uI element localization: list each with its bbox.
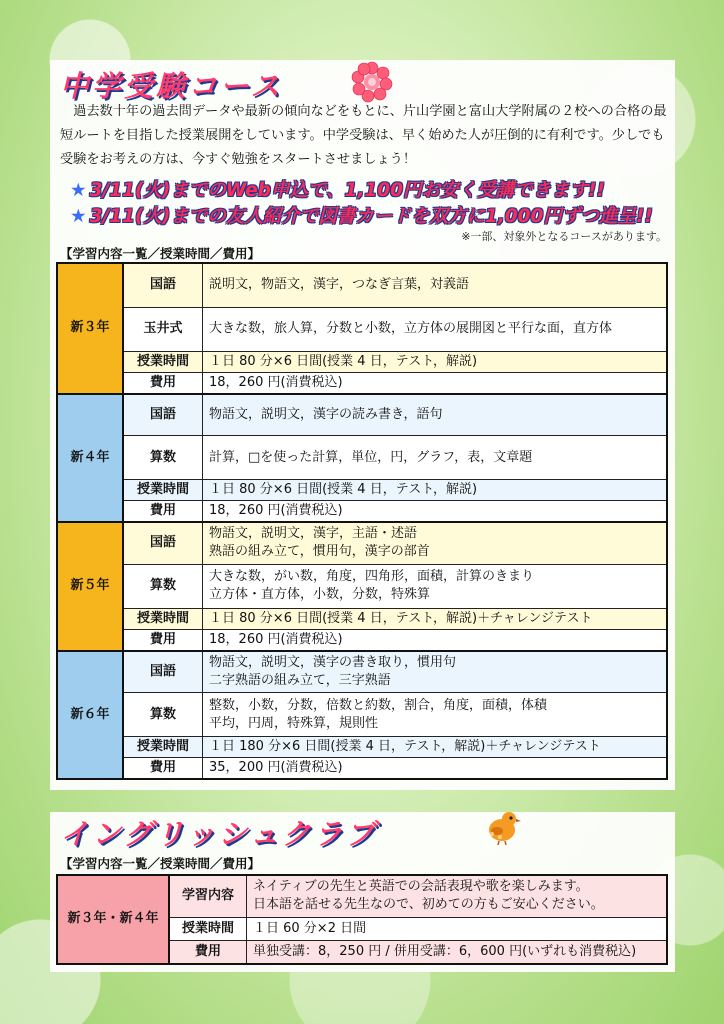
course-table <box>56 262 668 780</box>
content-value: ネイティブの先生と英語での会話表現や歌を楽しみます。 日本語を話せる先生なので、初めての方もご安心ください。 <box>247 875 668 917</box>
hours-label: 授業時間 <box>123 480 203 501</box>
bird-icon <box>482 806 522 846</box>
grade-5-block <box>57 522 667 651</box>
grade-label: 新４年 <box>57 394 123 523</box>
fee-label: 費用 <box>123 758 203 780</box>
fee-label: 費用 <box>123 501 203 523</box>
subject-name: 算数 <box>123 564 203 608</box>
subject-content: 整数，小数，分数，倍数と約数，割合，角度，面積，体積 平均，円周，特殊算，規則性 <box>203 693 668 737</box>
subject-content: 物語文，説明文，漢字の書き取り，慣用句 二字熟語の組み立て，三字熟語 <box>203 651 668 693</box>
subject-name: 算数 <box>123 436 203 480</box>
fee-label: 費用 <box>123 372 203 394</box>
junior-high-exam-panel <box>50 60 675 790</box>
hours-value: １日 80 分×6 日間(授業 4 日，テスト，解説) <box>203 480 668 501</box>
subject-name: 国語 <box>123 394 203 436</box>
subject-name: 国語 <box>123 651 203 693</box>
fee-value: 18，260 円(消費税込) <box>203 629 668 651</box>
intro-paragraph: 過去数十年の過去問データや最新の傾向などをもとに、片山学園と富山大学附属の２校への合格の最短ルートを目指した授業展開をしています。中学受験は、早く始めた人が圧倒的に有利です。少しでも受験をお考えの方は、今すぐ勉強をスタートさせましょう！ <box>60 104 667 167</box>
subject-content: 物語文，説明文，漢字，主語・述語 熟語の組み立て，慣用句，漢字の部首 <box>203 522 668 564</box>
english-club-panel <box>50 812 675 972</box>
promo-web-discount: ★ 3/11(火)までのWeb申込で、1,100円お安く受講できます!! <box>70 180 605 201</box>
hours-label: 授業時間 <box>123 351 203 372</box>
exclusion-note: ※一部、対象外となるコースがあります。 <box>461 230 667 243</box>
subject-content: 大きな数，がい数，角度，四角形，面積，計算のきまり 立方体・直方体，小数，分数，特殊算 <box>203 564 668 608</box>
english-table <box>56 874 668 965</box>
subject-content: 大きな数，旅人算，分数と小数，立方体の展開図と平行な面，直方体 <box>203 307 668 351</box>
subject-content: 物語文，説明文，漢字の読み書き，語句 <box>203 394 668 436</box>
fee-label: 費用 <box>169 940 247 964</box>
fee-value: 18，260 円(消費税込) <box>203 372 668 394</box>
english-club-title: イングリッシュクラブ <box>60 817 378 851</box>
hours-value: １日 80 分×6 日間(授業 4 日，テスト，解説) <box>203 351 668 372</box>
table-label: 【学習内容一覧／授業時間／費用】 <box>60 856 261 871</box>
grade-4-block <box>57 394 667 523</box>
hours-value: １日 80 分×6 日間(授業 4 日，テスト，解説)＋チャレンジテスト <box>203 608 668 629</box>
subject-name: 算数 <box>123 693 203 737</box>
hours-value: １日 60 分×2 日間 <box>247 917 668 940</box>
hours-label: 授業時間 <box>123 737 203 758</box>
content-label: 学習内容 <box>169 875 247 917</box>
fee-label: 費用 <box>123 629 203 651</box>
hours-value: １日 180 分×6 日間(授業 4 日，テスト，解説)＋チャレンジテスト <box>203 737 668 758</box>
hours-label: 授業時間 <box>169 917 247 940</box>
table-label: 【学習内容一覧／授業時間／費用】 <box>60 246 261 261</box>
grade-label: 新３年 <box>57 263 123 394</box>
subject-name: 国語 <box>123 522 203 564</box>
star-icon: ★ <box>70 206 87 227</box>
subject-content: 計算，□を使った計算，単位，円，グラフ，表，文章題 <box>203 436 668 480</box>
fee-value: 単独受講：8，250 円 / 併用受講：6，600 円(いずれも消費税込) <box>247 940 668 964</box>
grade-3-block <box>57 263 667 394</box>
promo-referral: ★ 3/11(火)までの友人紹介で図書カードを双方に1,000円ずつ進呈!! <box>70 206 653 227</box>
fee-value: 18，260 円(消費税込) <box>203 501 668 523</box>
subject-content: 説明文，物語文，漢字，つなぎ言葉，対義語 <box>203 263 668 307</box>
star-icon: ★ <box>70 180 87 201</box>
fee-value: 35，200 円(消費税込) <box>203 758 668 780</box>
flower-icon <box>350 60 394 104</box>
grade-label: 新３年・新４年 <box>57 875 169 964</box>
subject-name: 玉井式 <box>123 307 203 351</box>
course-title: 中学受験コース <box>60 69 283 103</box>
grade-6-block <box>57 651 667 780</box>
grade-label: 新５年 <box>57 522 123 651</box>
subject-name: 国語 <box>123 263 203 307</box>
grade-label: 新６年 <box>57 651 123 780</box>
hours-label: 授業時間 <box>123 608 203 629</box>
